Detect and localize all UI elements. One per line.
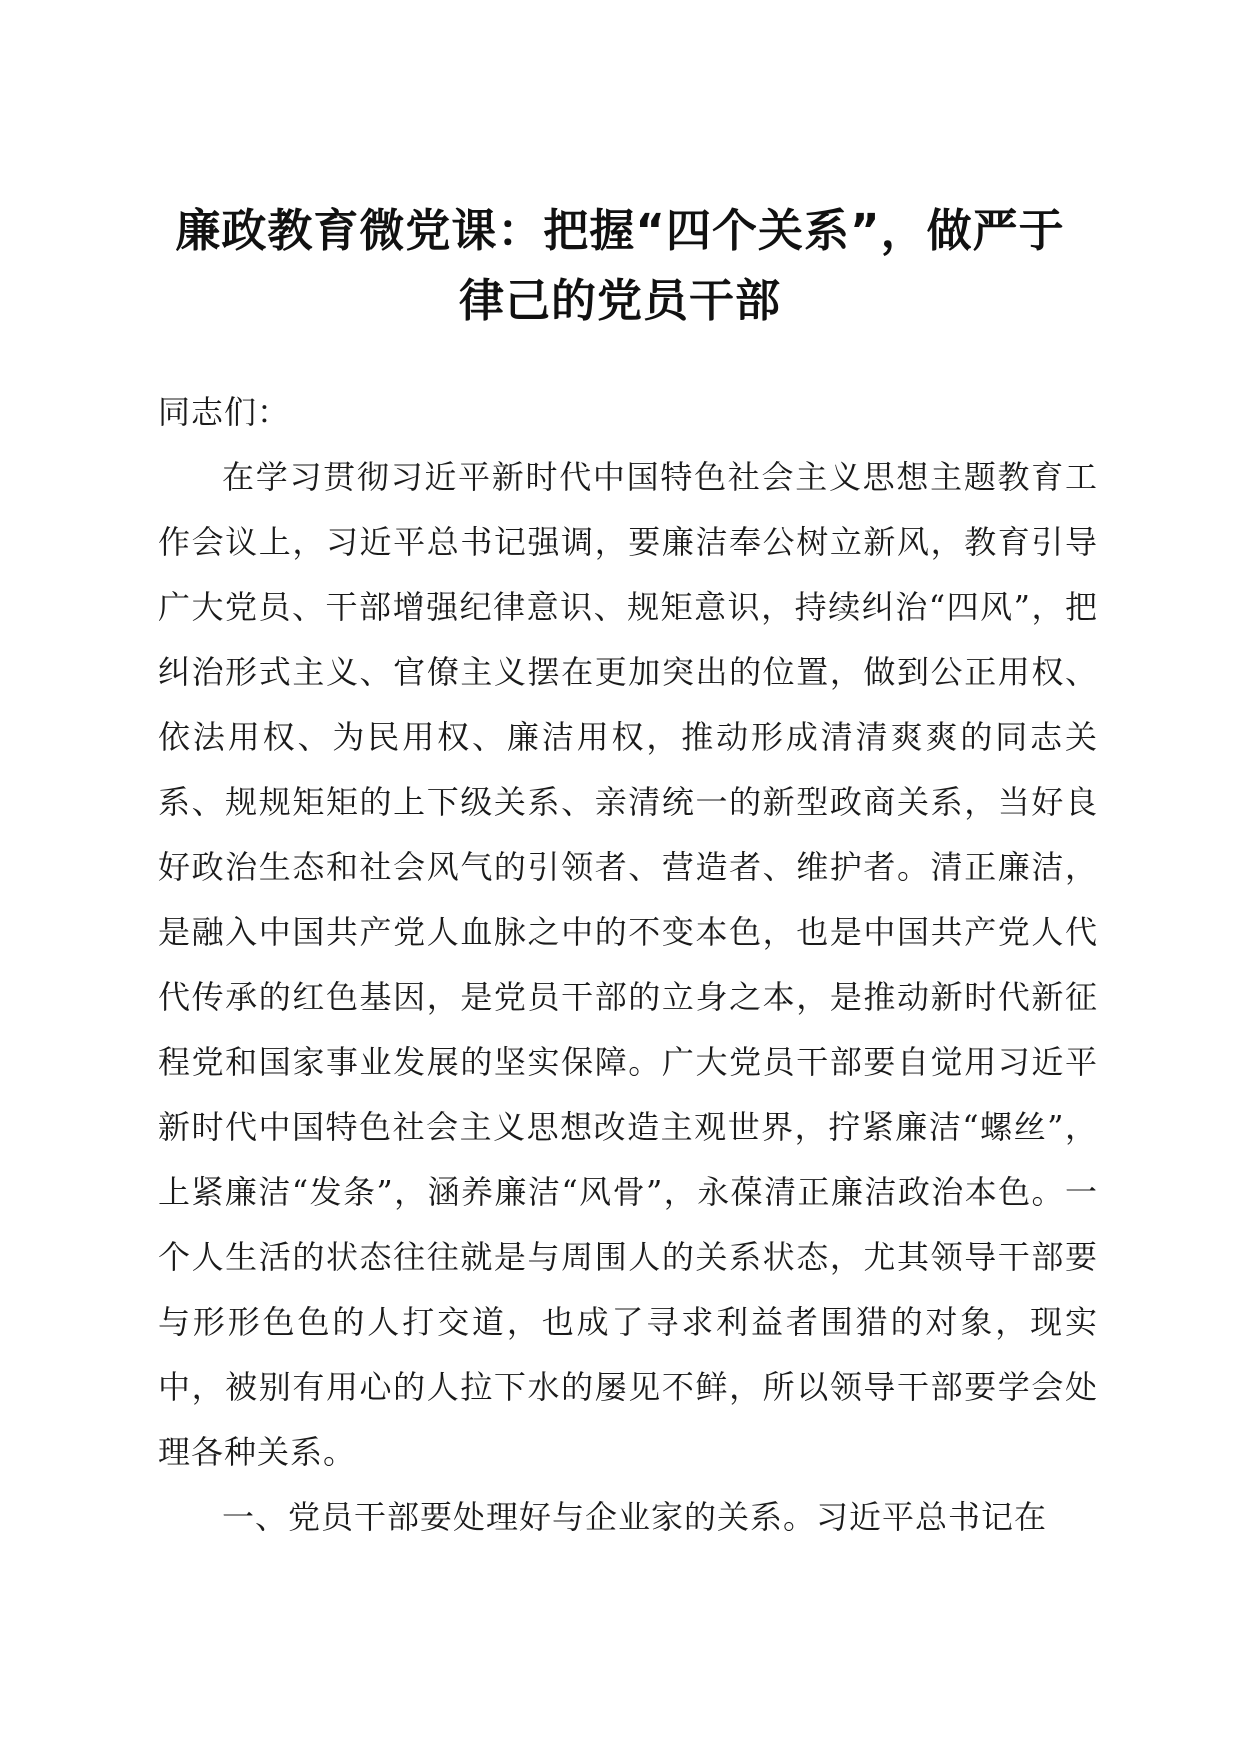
- document-body: [158, 380, 1098, 1550]
- document-title: [150, 196, 1090, 336]
- title-line-1: 廉政教育微党课：把握“四个关系”，做严于: [175, 204, 1065, 257]
- paragraph-intro: 在学习贯彻习近平新时代中国特色社会主义思想主题教育工作会议上，习近平总书记强调，要廉洁奉公树立新风，教育引导广大党员、干部增强纪律意识、规矩意识，持续纠治“四风”，把纠治形式主义、官僚主义摆在更加突出的位置，做到公正用权、依法用权、为民用权、廉洁用权，推动形成清清爽爽的同志关系、规规矩矩的上下级关系、亲清统一的新型政商关系，当好良好政治生态和社会风气的引领者、营造者、维护者。清正廉洁，是融入中国共产党人血脉之中的不变本色，也是中国共产党人代代传承的红色基因，是党员干部的立身之本，是推动新时代新征程党和国家事业发展的坚实保障。广大党员干部要自觉用习近平新时代中国特色社会主义思想改造主观世界，拧紧廉洁“螺丝”，上紧廉洁“发条”，涵养廉洁“风骨”，永葆清正廉洁政治本色。一个人生活的状态往往就是与周围人的关系状态，尤其领导干部要与形形色色的人打交道，也成了寻求利益者围猎的对象，现实中，被别有用心的人拉下水的屡见不鲜，所以领导干部要学会处理各种关系。: [158, 458, 1098, 1471]
- salutation: 同志们：: [158, 393, 291, 431]
- paragraph-section-one: 一、党员干部要处理好与企业家的关系。习近平总书记在: [222, 1498, 1048, 1536]
- title-line-2: 律己的党员干部: [458, 274, 781, 327]
